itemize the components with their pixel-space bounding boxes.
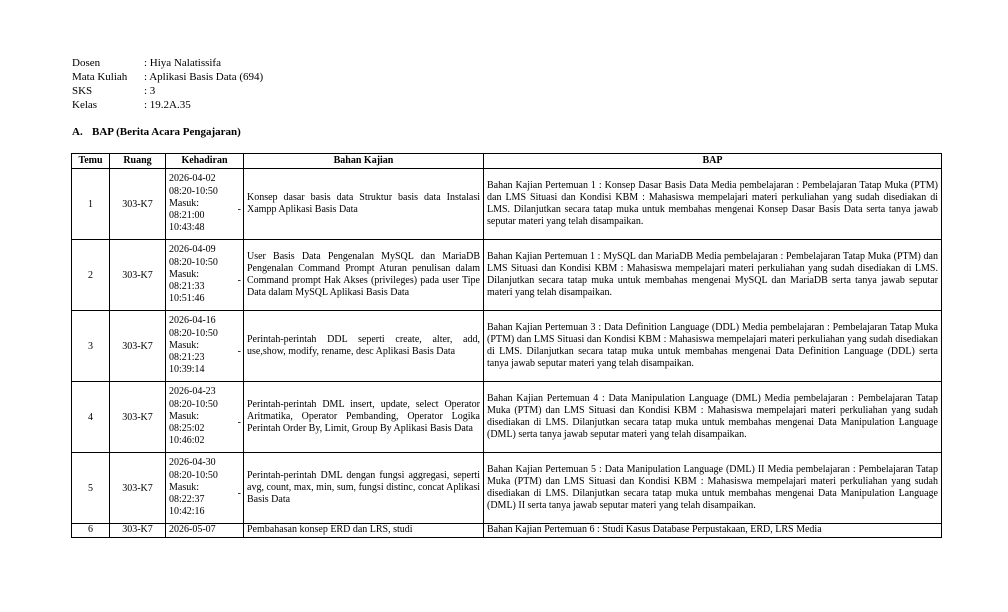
kehadiran-date: 2026-04-30 — [169, 457, 216, 469]
kehadiran-masuk-label: Masuk: — [169, 197, 199, 209]
cell-ruang: 303-K7 — [110, 382, 166, 453]
cell-temu: 1 — [72, 169, 110, 240]
info-row-mata-kuliah — [72, 70, 263, 84]
cell-ruang: 303-K7 — [110, 524, 166, 538]
info-value: : 19.2A.35 — [144, 99, 191, 111]
bap-text: Bahan Kajian Pertemuan 1 : MySQL dan MariaDB Media pembelajaran : Pembelajaran Tatap Muka (PTM) dan LMS Situasi dan Kondisi KBM : Mahasiswa mempelajari materi perkuliahan yang sudah disediakan di LMS. Dilanjutkan secara tatap muka untuk membahas mengenai MySQL dan MariaDB serta tanya jawab seputar materi yang telah disampaikan. — [487, 250, 938, 299]
cell-kehadiran — [166, 524, 244, 538]
info-value: : 3 — [144, 85, 156, 97]
cell-bahan-kajian — [244, 240, 484, 311]
cell-bahan-kajian — [244, 169, 484, 240]
header-temu: Temu — [72, 154, 110, 169]
cell-ruang: 303-K7 — [110, 453, 166, 524]
table-header-row — [72, 154, 942, 169]
bahan-kajian-text: Perintah-perintah DML insert, update, select Operator Aritmatika, Operator Pembanding, Operator Logika Perintah Order By, Limit, Group By Aplikasi Basis Data — [247, 398, 480, 435]
table-row — [72, 453, 942, 524]
header-ruang: Ruang — [110, 154, 166, 169]
kehadiran-masuk-label: Masuk: — [169, 481, 199, 493]
kehadiran-date: 2026-05-07 — [169, 524, 216, 535]
bap-text: Bahan Kajian Pertemuan 4 : Data Manipulation Language (DML) Media pembelajaran : Pembelajaran Tatap Muka (PTM) dan LMS Situasi dan Kondisi KBM : Mahasiswa mempelajari materi perkuliahan yang sudah disediakan di LMS. Dilanjutkan secara tatap muka untuk membahas mengenai Data Manipulation Language (DML) serta tanya jawab seputar materi yang telah disampaikan. — [487, 392, 938, 441]
kehadiran-dash: - — [237, 417, 241, 428]
kehadiran-time: 08:20-10:50 — [169, 469, 218, 481]
kehadiran-keluar: 10:43:48 — [169, 222, 205, 234]
kehadiran-date: 2026-04-16 — [169, 315, 216, 327]
table-row — [72, 169, 942, 240]
cell-temu: 4 — [72, 382, 110, 453]
info-label: Mata Kuliah — [72, 71, 128, 83]
cell-temu: 3 — [72, 311, 110, 382]
bap-table — [71, 153, 942, 538]
cell-temu: 6 — [72, 524, 110, 538]
cell-bahan-kajian — [244, 453, 484, 524]
cell-temu: 5 — [72, 453, 110, 524]
cell-bap — [484, 240, 942, 311]
kehadiran-keluar: 10:42:16 — [169, 506, 205, 518]
kehadiran-masuk: 08:21:23 — [169, 352, 205, 364]
kehadiran-masuk-label: Masuk: — [169, 410, 199, 422]
cell-ruang: 303-K7 — [110, 169, 166, 240]
cell-bahan-kajian — [244, 311, 484, 382]
bap-text: Bahan Kajian Pertemuan 1 : Konsep Dasar Basis Data Media pembelajaran : Pembelajaran Tatap Muka (PTM) dan LMS Situasi dan Kondisi KBM : Mahasiswa mempelajari materi perkuliahan yang sudah disediakan di LMS. Dilanjutkan secara tatap muka untuk membahas mengenai Konsep Dasar Basis Data serta tanya jawab seputar materi yang telah disampaikan. — [487, 179, 938, 228]
section-number: A. — [72, 126, 83, 138]
cell-ruang: 303-K7 — [110, 240, 166, 311]
cell-bap: Bahan Kajian Pertemuan 6 : Studi Kasus Database Perpustakaan, ERD, LRS Media — [484, 524, 942, 538]
cell-bap — [484, 169, 942, 240]
course-info — [72, 56, 263, 112]
cell-bahan-kajian — [244, 382, 484, 453]
cell-bap — [484, 311, 942, 382]
kehadiran-masuk: 08:22:37 — [169, 494, 205, 506]
bap-text: Bahan Kajian Pertemuan 3 : Data Definition Language (DDL) Media pembelajaran : Pembelajaran Tatap Muka (PTM) dan LMS Situasi dan Kondisi KBM : Mahasiswa mempelajari materi perkuliahan yang sudah disediakan di LMS. Dilanjutkan secara tatap muka untuk membahas mengenai Data Definition Language (DDL) serta tanya jawab seputar materi yang telah disampaikan. — [487, 321, 938, 370]
cell-kehadiran — [166, 453, 244, 524]
kehadiran-date: 2026-04-02 — [169, 173, 216, 185]
kehadiran-keluar: 10:51:46 — [169, 293, 205, 305]
kehadiran-time: 08:20-10:50 — [169, 256, 218, 268]
kehadiran-masuk-label: Masuk: — [169, 339, 199, 351]
info-value: : Aplikasi Basis Data (694) — [144, 71, 264, 83]
info-row-dosen — [72, 56, 263, 70]
bahan-kajian-text: Konsep dasar basis data Struktur basis data Instalasi Xampp Aplikasi Basis Data — [247, 191, 480, 215]
cell-kehadiran — [166, 382, 244, 453]
bahan-kajian-text: Perintah-perintah DML dengan fungsi aggregasi, seperti avg, count, max, min, sum, fungsi distinc, concat Aplikasi Basis Data — [247, 469, 480, 506]
kehadiran-date: 2026-04-09 — [169, 244, 216, 256]
kehadiran-date: 2026-04-23 — [169, 386, 216, 398]
bap-text: Bahan Kajian Pertemuan 5 : Data Manipulation Language (DML) II Media pembelajaran : Pembelajaran Tatap Muka (PTM) dan LMS Situasi dan Kondisi KBM : Mahasiswa mempelajari materi perkuliahan yang sudah disediakan di LMS. Dilanjutkan secara tatap muka untuk membahas mengenai Data Manipulation Language (DML) II serta tanya jawab seputar materi yang telah disampaikan. — [487, 463, 938, 512]
kehadiran-time: 08:20-10:50 — [169, 398, 218, 410]
cell-bap — [484, 382, 942, 453]
kehadiran-time: 08:20-10:50 — [169, 327, 218, 339]
kehadiran-dash: - — [237, 275, 241, 286]
kehadiran-time: 08:20-10:50 — [169, 185, 218, 197]
cell-bahan-kajian: Pembahasan konsep ERD dan LRS, studi — [244, 524, 484, 538]
kehadiran-keluar: 10:46:02 — [169, 435, 205, 447]
cell-temu: 2 — [72, 240, 110, 311]
info-label: Dosen — [72, 57, 101, 69]
kehadiran-keluar: 10:39:14 — [169, 364, 205, 376]
kehadiran-masuk-label: Masuk: — [169, 268, 199, 280]
info-row-kelas — [72, 98, 263, 112]
kehadiran-masuk: 08:21:33 — [169, 281, 205, 293]
table-row — [72, 311, 942, 382]
info-label: Kelas — [72, 99, 98, 111]
kehadiran-masuk: 08:21:00 — [169, 210, 205, 222]
kehadiran-masuk: 08:25:02 — [169, 423, 205, 435]
header-bap: BAP — [484, 154, 942, 169]
info-label: SKS — [72, 85, 93, 97]
table-row — [72, 382, 942, 453]
cell-bap — [484, 453, 942, 524]
kehadiran-dash: - — [237, 488, 241, 499]
cell-kehadiran — [166, 169, 244, 240]
info-value: : Hiya Nalatissifa — [144, 57, 221, 69]
table-row — [72, 524, 942, 538]
section-title: BAP (Berita Acara Pengajaran) — [92, 126, 241, 138]
kehadiran-dash: - — [237, 204, 241, 215]
table-row — [72, 240, 942, 311]
section-heading — [72, 126, 241, 138]
bahan-kajian-text: Perintah-perintah DDL seperti create, alter, add, use,show, modify, rename, desc Aplikasi Basis Data — [247, 333, 480, 357]
cell-kehadiran — [166, 240, 244, 311]
info-row-sks — [72, 84, 263, 98]
kehadiran-dash: - — [237, 346, 241, 357]
bahan-kajian-text: User Basis Data Pengenalan MySQL dan MariaDB Pengenalan Command Prompt Aturan penulisan dalam Command prompt Hak Akses (privileges) pada user Tipe Data dalam MySQL Aplikasi Basis Data — [247, 250, 480, 299]
header-bahan-kajian: Bahan Kajian — [244, 154, 484, 169]
cell-ruang: 303-K7 — [110, 311, 166, 382]
header-kehadiran: Kehadiran — [166, 154, 244, 169]
cell-kehadiran — [166, 311, 244, 382]
